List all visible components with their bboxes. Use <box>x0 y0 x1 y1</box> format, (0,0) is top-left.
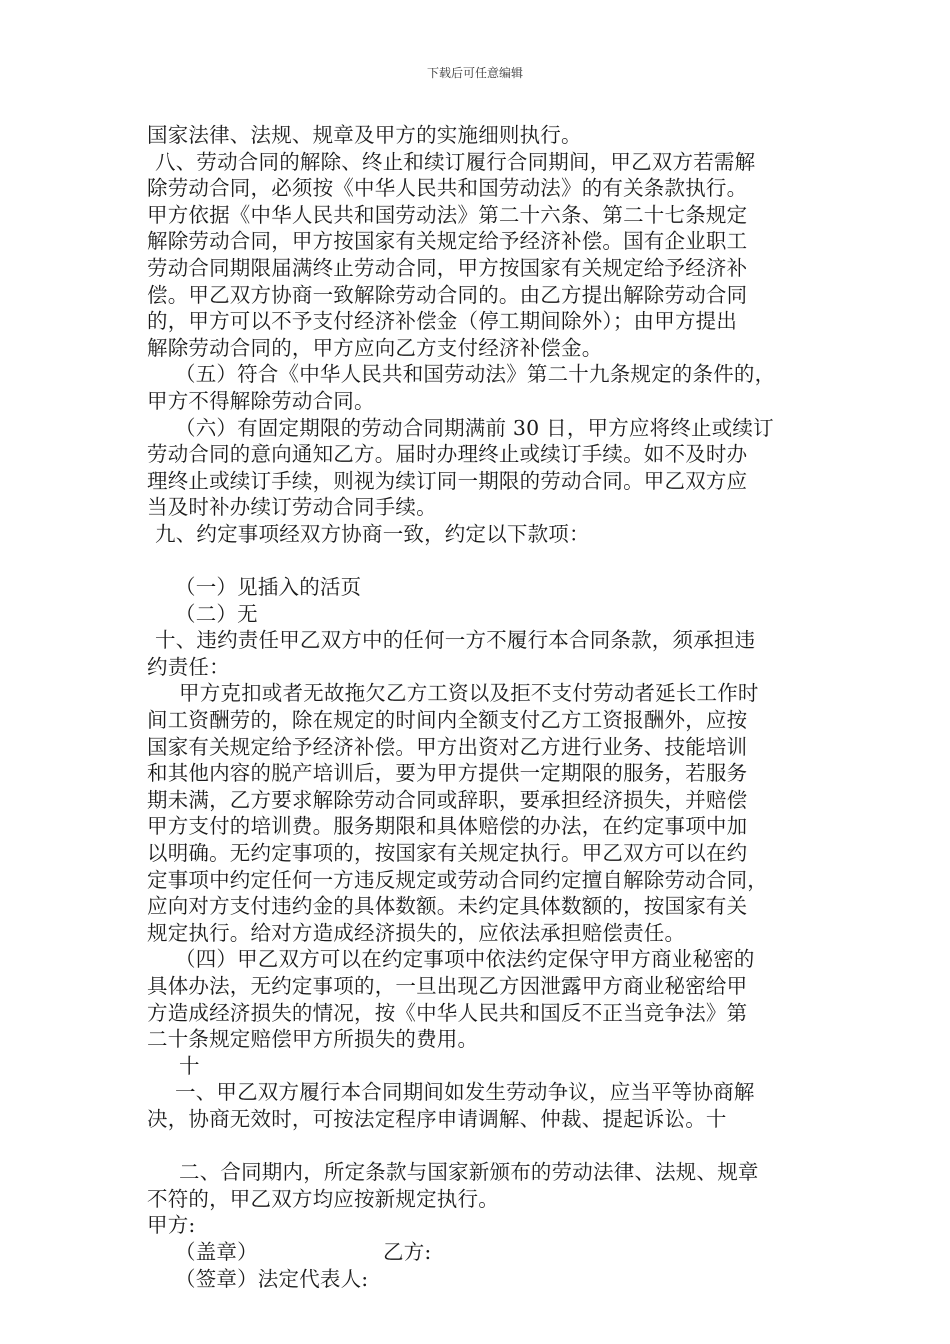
clause-4: （四）甲乙双方可以在约定事项中依法约定保守甲方商业秘密的 <box>175 947 755 972</box>
text-line: 甲方支付的培训费。服务期限和具体赔偿的办法，在约定事项中加 <box>147 814 748 839</box>
text-line: 理终止或续订手续，则视为续订同一期限的劳动合同。甲乙双方应 <box>147 468 748 493</box>
text-line: 甲方依据《中华人民共和国劳动法》第二十六条、第二十七条规定 <box>147 202 748 227</box>
text-line: 规定执行。给对方造成经济损失的，应依法承担赔偿责任。 <box>147 920 686 945</box>
text-line: 偿。甲乙双方协商一致解除劳动合同的。由乙方提出解除劳动合同 <box>147 282 748 307</box>
section-11-number: 十 <box>179 1053 200 1078</box>
text-line: 应向对方支付违约金的具体数额。未约定具体数额的，按国家有关 <box>147 894 748 919</box>
text-line: 甲方不得解除劳动合同。 <box>147 388 375 413</box>
text-line: 二十条规定赔偿甲方所损失的费用。 <box>147 1027 479 1052</box>
text-line: 劳动合同的意向通知乙方。届时办理终止或续订手续。如不及时办 <box>147 442 748 467</box>
party-b-label: 乙方: <box>383 1239 432 1264</box>
text-line: 甲方克扣或者无故拖欠乙方工资以及拒不支付劳动者延长工作时 <box>179 681 759 706</box>
text-line: 不符的，甲乙双方均应按新规定执行。 <box>147 1186 499 1211</box>
text-line: 定事项中约定任何一方违反规定或劳动合同约定擅自解除劳动合同， <box>147 867 768 892</box>
text-line: 方造成经济损失的情况，按《中华人民共和国反不正当竞争法》第 <box>147 1000 748 1025</box>
text-line: 和其他内容的脱产培训后，要为甲方提供一定期限的服务，若服务 <box>147 761 748 786</box>
text-line: 国家法律、法规、规章及甲方的实施细则执行。 <box>147 123 582 147</box>
legal-representative-label: （签章）法定代表人: <box>175 1266 369 1291</box>
text-line: 的，甲方可以不予支付经济补偿金（停工期间除外）；由甲方提出 <box>147 309 738 334</box>
text-line: 以明确。无约定事项的，按国家有关规定执行。甲乙双方可以在约 <box>147 841 748 866</box>
section-8-heading: 八、劳动合同的解除、终止和续订履行合同期间，甲乙双方若需解 <box>155 149 756 174</box>
text-line: 当及时补办续订劳动合同手续。 <box>147 495 437 520</box>
section-9-heading: 九、约定事项经双方协商一致，约定以下款项： <box>155 521 590 546</box>
text-line: 劳动合同期限届满终止劳动合同，甲方按国家有关规定给予经济补 <box>147 255 748 280</box>
text-line: 决，协商无效时，可按法定程序申请调解、仲裁、提起诉讼。十 <box>147 1106 727 1131</box>
seal-label: （盖章） <box>175 1239 258 1264</box>
clause-6: （六）有固定期限的劳动合同期满前 30 日，甲方应将终止或续订 <box>175 415 774 440</box>
text-line: 国家有关规定给予经济补偿。甲方出资对乙方进行业务、技能培训 <box>147 734 748 759</box>
section-12-heading: 二、合同期内，所定条款与国家新颁布的劳动法律、法规、规章 <box>179 1160 759 1185</box>
item-2: （二）无 <box>175 601 258 626</box>
contract-body <box>147 122 827 1292</box>
text-line: 具体办法，无约定事项的，一旦出现乙方因泄露甲方商业秘密给甲 <box>147 974 748 998</box>
text-line: 除劳动合同，必须按《中华人民共和国劳动法》的有关条款执行。 <box>147 176 748 201</box>
text-line: 约责任： <box>147 654 230 679</box>
party-a-label: 甲方: <box>147 1213 196 1238</box>
signature-row <box>147 1239 827 1266</box>
text-line: 解除劳动合同的，甲方应向乙方支付经济补偿金。 <box>147 335 603 360</box>
section-10-heading: 十、违约责任甲乙双方中的任何一方不履行本合同条款，须承担违 <box>155 628 756 653</box>
text-line: 间工资酬劳的，除在规定的时间内全额支付乙方工资报酬外，应按 <box>147 708 748 733</box>
text-line: 解除劳动合同，甲方按国家有关规定给予经济补偿。国有企业职工 <box>147 229 748 254</box>
text-line: 期未满，乙方要求解除劳动合同或辞职，要承担经济损失，并赔偿 <box>147 787 748 812</box>
header-note: 下载后可任意编辑 <box>426 66 523 80</box>
section-11-heading: 一、甲乙双方履行本合同期间如发生劳动争议，应当平等协商解 <box>175 1080 755 1105</box>
clause-5: （五）符合《中华人民共和国劳动法》第二十九条规定的条件的， <box>175 362 776 387</box>
item-1: （一）见插入的活页 <box>175 575 362 600</box>
